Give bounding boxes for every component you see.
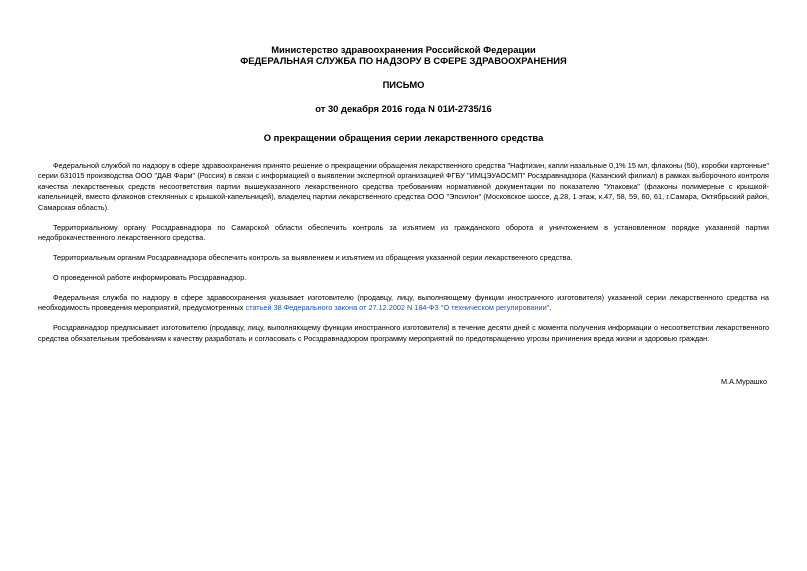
paragraph-4: О проведенной работе информировать Росздравнадзор. (53, 273, 247, 283)
document-body (38, 161, 769, 344)
signature: М.А.Мурашко (720, 377, 767, 386)
service-name: ФЕДЕРАЛЬНАЯ СЛУЖБА ПО НАДЗОРУ В СФЕРЕ ЗДРАВООХРАНЕНИЯ (240, 55, 567, 66)
paragraph-1: Федеральной службой по надзору в сфере здравоохранения принято решение о прекращении обращения лекарственного средства "Нафтизин, капли назальные 0,1% 15 мл, флаконы (50), коробки картонные" серии 631015 производства ООО "ДАВ Фарм" (Россия) в связи с информацией о выявлении экспертной организацией ФГБУ "ИМЦЭУАОСМП" Росздравнадзора (Казанский филиал) в рамках выборочного контроля качества лекарственных средств несоответствия партии вышеуказанного лекарственного средства требованиям нормативной документации по показателю "Упаковка" (флаконы полимерные с крышкой-капельницей, вместо флаконов стеклянных с крышкой-капельницей), владелец партии лекарственного средства ООО "Эпсилон" (Московское шоссе, д.28, 1 этаж, к.47, 58, 59, 60, 61, г.Самара, Октябрьский район, Самарская область). (38, 161, 769, 212)
paragraph-5-text: Федеральная служба по надзору в сфере здравоохранения указывает изготовителю (продавцу, лицу, выполняющему функции иностранного изготовителя) указанной серии лекарственного средства на необходимость проведения мероприятий, предусмотренных (38, 293, 769, 313)
document-header (38, 44, 769, 114)
paragraph-6: Росздравнадзор предписывает изготовителю (продавцу, лицу, выполняющему функции иностранного изготовителя) в течение десяти дней с момента получения информации о несоответствии лекарственного средства обязательным требованиям к качеству разработать и согласовать с Росздравнадзором программу мероприятий по предотвращению угрозы причинения вреда жизни и здоровью граждан. (38, 323, 769, 343)
document-type: ПИСЬМО (382, 79, 425, 90)
paragraph-5-end: . (549, 303, 552, 313)
document-title: О прекращении обращения серии лекарственного средства (263, 132, 544, 143)
paragraph-5 (38, 293, 769, 314)
ministry-name: Министерство здравоохранения Российской Федерации (271, 44, 536, 55)
law-article-link[interactable]: статьей 38 Федерального закона от 27.12.2002 N 184-ФЗ "О техническом регулировании" (245, 303, 550, 313)
paragraph-2: Территориальному органу Росздравнадзора по Самарской области обеспечить контроль за изъятием из гражданского оборота и уничтожением в установленном порядке указанной партии недоброкачественного лекарственного средства. (38, 222, 769, 243)
document-date-number: от 30 декабря 2016 года N 01И-2735/16 (315, 103, 492, 114)
paragraph-3: Территориальным органам Росздравнадзора обеспечить контроль за выявлением и изъятием из обращения указанной серии лекарственного средства. (53, 253, 573, 263)
